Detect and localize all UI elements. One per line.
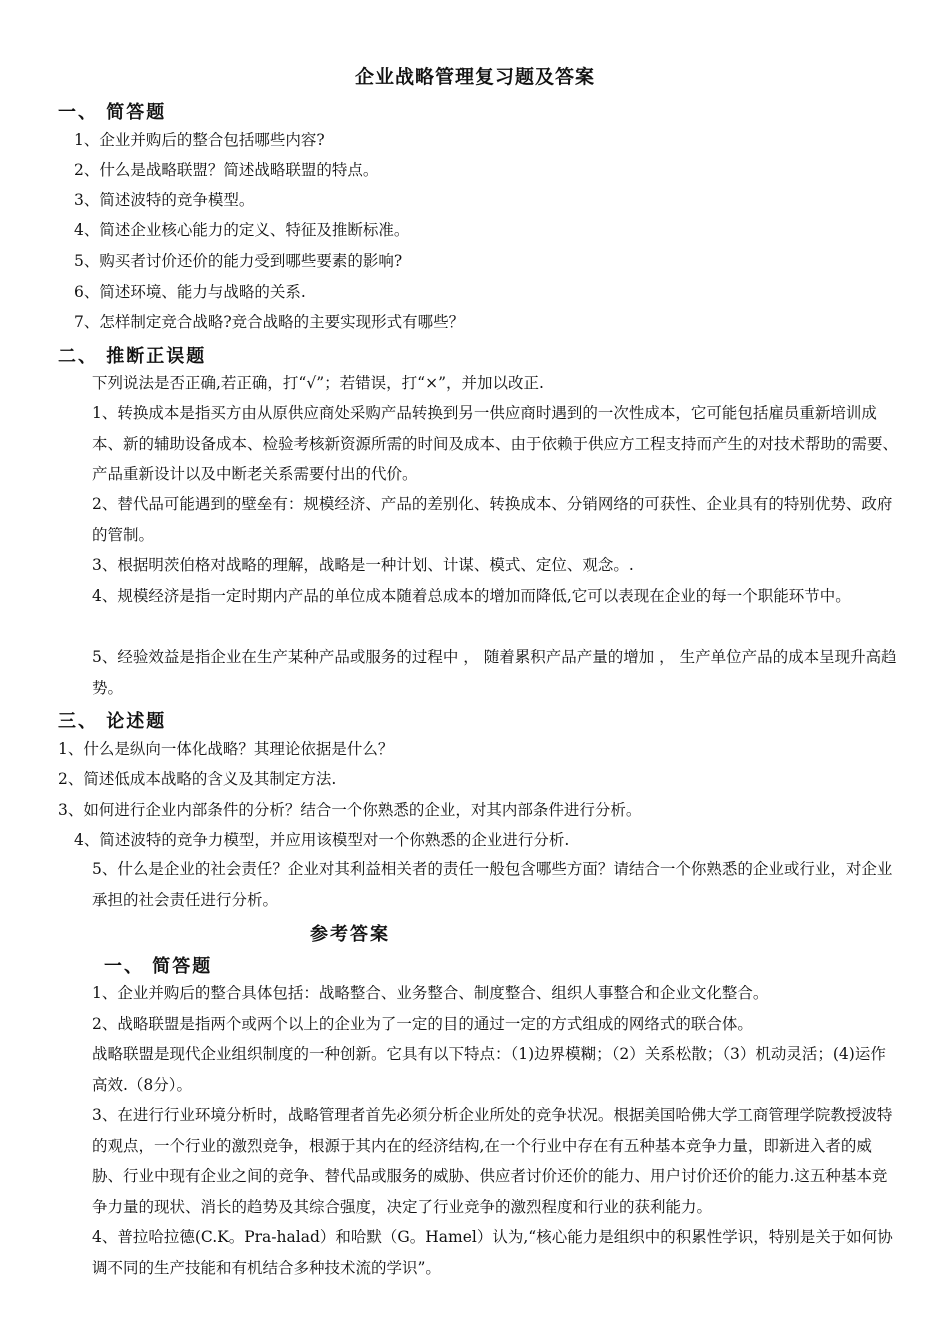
answer-item-text: 2、战略联盟是指两个或两个以上的企业为了一定的目的通过一定的方式组成的网络式的联合体。 <box>92 1015 753 1033</box>
answer-item <box>58 1100 898 1222</box>
section3-item: 4、简述波特的竞争力模型，并应用该模型对一个你熟悉的企业进行分析. <box>74 831 570 849</box>
document-title: 企业战略管理复习题及答案 <box>354 66 595 88</box>
section2-heading: 二、 推断正误题 <box>58 346 207 367</box>
answer-item-text: 1、企业并购后的整合具体包括：战略整合、业务整合、制度整合、组织人事整合和企业文化整合。 <box>92 984 769 1002</box>
answers-title: 参考答案 <box>310 924 390 945</box>
section1-heading: 一、 简答题 <box>58 102 167 123</box>
answers-heading: 一、 简答题 <box>104 956 213 977</box>
section2-item <box>58 398 898 490</box>
section1-item: 3、简述波特的竞争模型。 <box>74 191 255 209</box>
section2-item-text: 5、经验效益是指企业在生产某种产品或服务的过程中 ， 随着累积产品产量的增加 ， 生产单位产品的成本呈现升高趋势。 <box>92 648 897 697</box>
section1-item: 4、简述企业核心能力的定义、特征及推断标准。 <box>74 221 410 239</box>
section1-item: 6、简述环境、能力与战略的关系. <box>74 283 306 301</box>
section2-item-text: 3、根据明茨伯格对战略的理解，战略是一种计划、计谋、模式、定位、观念。. <box>92 556 634 574</box>
section2-item <box>58 550 898 581</box>
section1-item: 1、企业并购后的整合包括哪些内容? <box>74 131 325 149</box>
section3-item-text: 5、什么是企业的社会责任？企业对其利益相关者的责任一般包含哪些方面？请结合一个你熟悉的企业或行业，对企业承担的社会责任进行分析。 <box>92 860 893 909</box>
section2-intro: 下列说法是否正确,若正确，打“√”；若错误，打“×”，并加以改正. <box>92 374 544 392</box>
answer-item <box>58 978 898 1009</box>
section3-heading: 三、 论述题 <box>58 711 167 732</box>
section2-item <box>58 581 898 612</box>
section3-item: 1、什么是纵向一体化战略？其理论依据是什么？ <box>58 740 394 758</box>
section2-item <box>58 489 898 550</box>
answer-item <box>58 1222 898 1283</box>
section2-item-text: 4、规模经济是指一定时期内产品的单位成本随着总成本的增加而降低,它可以表现在企业的每一个职能环节中。 <box>92 587 851 605</box>
section1-item: 5、购买者讨价还价的能力受到哪些要素的影响? <box>74 252 403 270</box>
section3-item: 2、简述低成本战略的含义及其制定方法. <box>58 770 337 788</box>
section1-item: 2、什么是战略联盟？简述战略联盟的特点。 <box>74 161 379 179</box>
answer-item-text: 战略联盟是现代企业组织制度的一种创新。它具有以下特点：（1)边界模糊；（2）关系松散；（3）机动灵活；(4)运作高效.（8分）。 <box>92 1045 886 1094</box>
answer-item <box>58 1039 898 1100</box>
answer-item <box>58 1009 898 1040</box>
section3-item <box>58 854 898 915</box>
answer-item-text: 4、普拉哈拉德(C.K。Pra-halad）和哈默（G。Hamel）认为,“核心能力是组织中的积累性学识，特别是关于如何协调不同的生产技能和有机结合多种技术流的学识”。 <box>92 1228 893 1277</box>
answer-item-text: 3、在进行行业环境分析时，战略管理者首先必须分析企业所处的竞争状况。根据美国哈佛大学工商管理学院教授波特的观点，一个行业的激烈竞争，根源于其内在的经济结构,在一个行业中存在有五种基本竞争力量，即新进入者的威胁、行业中现有企业之间的竞争、替代品或服务的威胁、供应者讨价还价的能力、用户讨价还价的能力.这五种基本竞争力量的现状、消长的趋势及其综合强度，决定了行业竞争的激烈程度和行业的获利能力。 <box>92 1106 893 1216</box>
section2-item-text: 2、替代品可能遇到的壁垒有：规模经济、产品的差别化、转换成本、分销网络的可获性、企业具有的特别优势、政府的管制。 <box>92 495 893 544</box>
section1-item: 7、怎样制定竞合战略?竞合战略的主要实现形式有哪些？ <box>74 313 465 331</box>
section2-item <box>58 642 898 703</box>
section2-item-text: 1、转换成本是指买方由从原供应商处采购产品转换到另一供应商时遇到的一次性成本，它可能包括雇员重新培训成本、新的辅助设备成本、检验考核新资源所需的时间及成本、由于依赖于供应方工程支持而产生的对技术帮助的需要、产品重新设计以及中断老关系需要付出的代价。 <box>92 404 899 483</box>
section3-item: 3、如何进行企业内部条件的分析？结合一个你熟悉的企业，对其内部条件进行分析。 <box>58 801 642 819</box>
